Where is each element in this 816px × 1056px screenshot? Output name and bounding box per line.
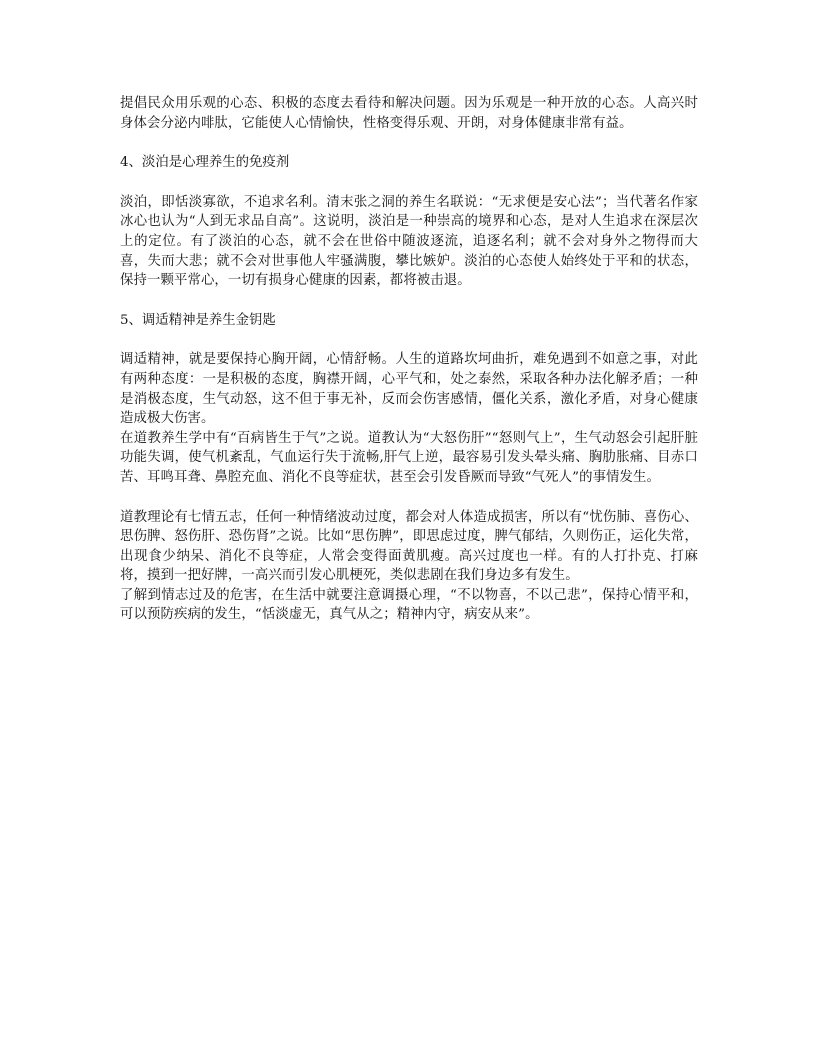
spacer — [120, 330, 698, 350]
document-page — [120, 94, 698, 625]
section-5-heading: 5、调适精神是养生金钥匙 — [120, 312, 276, 328]
spacer — [120, 173, 698, 193]
spacer — [120, 133, 698, 153]
section-5-paragraph-4: 了解到情志过及的危害，在生活中就要注意调摄心理，“不以物喜，不以己悲”，保持心情平和，可以预防疾病的发生，“恬淡虚无，真气从之；精神内守，病安从来”。 — [120, 587, 698, 623]
section-5-paragraph-2: 在道教养生学中有“百病皆生于气”之说。道教认为“大怒伤肝”“怒则气上”，生气动怒会引起肝脏功能失调，使气机紊乱，气血运行失于流畅,肝气上逆，最容易引发头晕头痛、胸肋胀痛、目赤口苦、耳鸣耳聋、鼻腔充血、消化不良等症状，甚至会引发昏厥而导致“气死人”的事情发生。 — [120, 430, 698, 485]
intro-paragraph: 提倡民众用乐观的心态、积极的态度去看待和解决问题。因为乐观是一种开放的心态。人高兴时身体会分泌内啡肽，它能使人心情愉快，性格变得乐观、开朗，对身体健康非常有益。 — [120, 96, 698, 131]
section-5-paragraph-3: 道教理论有七情五志，任何一种情绪波动过度，都会对人体造成损害，所以有“忧伤肺、喜伤心、思伤脾、怒伤肝、恐伤肾”之说。比如“思伤脾”，即思虑过度，脾气郁结，久则伤正，运化失常，出现食少纳呆、消化不良等症，人常会变得面黄肌瘦。高兴过度也一样。有的人打扑克、打麻将，摸到一把好牌，一高兴而引发心肌梗死，类似悲剧在我们身边多有发生。 — [120, 509, 698, 584]
spacer — [120, 291, 698, 311]
spacer — [120, 488, 698, 508]
section-5-paragraph-1: 调适精神，就是要保持心胸开阔，心情舒畅。人生的道路坎坷曲折，难免遇到不如意之事，对此有两种态度：一是积极的态度，胸襟开阔，心平气和，处之泰然，采取各种办法化解矛盾；一种是消极态度，生气动怒，这不但于事无补，反而会伤害感情，僵化关系，激化矛盾，对身心健康造成极大伤害。 — [120, 352, 698, 427]
section-4-heading: 4、淡泊是心理养生的免疫剂 — [120, 155, 290, 171]
section-4-paragraph: 淡泊，即恬淡寡欲，不追求名利。清末张之洞的养生名联说：“无求便是安心法”；当代著名作家冰心也认为“人到无求品自高”。这说明，淡泊是一种崇高的境界和心态，是对人生追求在深层次上的定位。有了淡泊的心态，就不会在世俗中随波逐流，追逐名利；就不会对身外之物得而大喜，失而大悲；就不会对世事他人牢骚满腹，攀比嫉妒。淡泊的心态使人始终处于平和的状态，保持一颗平常心，一切有损身心健康的因素，都将被击退。 — [120, 194, 698, 289]
